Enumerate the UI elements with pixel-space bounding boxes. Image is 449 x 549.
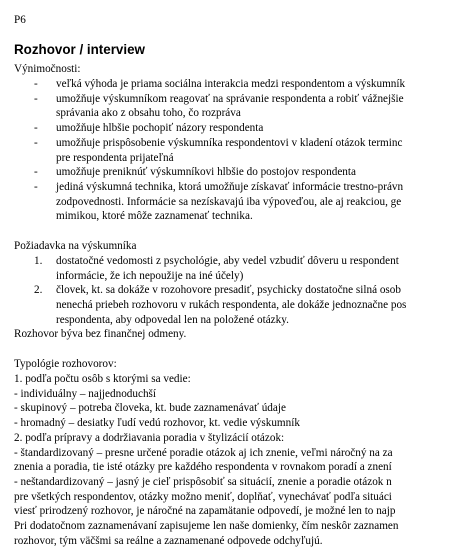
requirement-item-line: človek, kt. sa dokáže v rozohovore presadiť, psychicky dostatočne silná osob (56, 284, 401, 297)
requirement-item-line: respondenta, aby odpovedal len na položené otázky. (56, 313, 289, 326)
bullet-dash: - (34, 136, 38, 149)
requirements-note: Rozhovor býva bez finančnej odmeny. (14, 328, 187, 340)
types-line: - neštandardizovaný – jasný je cieľ prispôsobiť sa situácií, znenie a poradie otázok n (14, 475, 392, 488)
advantage-item-line: umožňuje výskumníkom reagovať na správanie respondenta a robiť vážnejšie (56, 92, 404, 105)
requirement-number: 1. (34, 255, 43, 267)
advantage-item-line: správania ako z obsahu toho, čo rozpráva (56, 107, 241, 120)
types-line: - skupinový – potreba človeka, kt. bude zaznamenávať údaje (14, 402, 286, 415)
requirement-item-line: dostatočné vedomosti z psychológie, aby vedel vzbudiť dôveru u respondent (56, 255, 399, 267)
advantage-item-line: zodpovednosti. Informácie sa nezískavajú iba výpoveďou, ale aj reakciou, ge (56, 195, 402, 208)
bullet-dash: - (34, 166, 38, 179)
bullet-dash: - (34, 122, 38, 135)
types-line: Pri dodatočnom zaznamenávaní zapisujeme len naše domienky, čím neskôr zaznamen (14, 520, 399, 532)
advantage-item-line: pre respondenta prijateľná (56, 151, 174, 164)
document-title: Rozhovor / interview (14, 42, 145, 57)
types-line: - individuálny – najjednoduchší (14, 387, 156, 400)
advantage-item-line: umožňuje prispôsobenie výskumníka respondentovi v kladení otázok terminc (56, 136, 403, 149)
bullet-dash: - (34, 92, 38, 105)
types-line: 1. podľa počtu osôb s ktorými sa vedie: (14, 373, 191, 385)
bullet-dash: - (34, 180, 38, 193)
requirement-item-line: nenechá priebeh rozhovoru v rukách respondenta, ale dokáže jednoznačne pos (56, 299, 407, 312)
advantage-item-line: mimikou, ktoré môže zaznamenať technika. (56, 210, 253, 223)
types-line: viesť prirodzený rozhovor, je náročné na zapamätanie odpovedí, je možné len to najp (14, 505, 396, 518)
types-line: pre všetkých respondentov, otázky možno meniť, doplňať, vynechávať podľa situáci (14, 490, 392, 503)
types-line: - hromadný – desiatky ľudí vedú rozhovor, kt. vedie výskumník (14, 417, 300, 430)
advantages-heading: Výnimočnosti: (14, 63, 81, 75)
types-line: znenia a poradia, tie isté otázky pre každého respondenta v rovnakom poradí a znení (14, 461, 392, 474)
advantage-item-line: jediná výskumná technika, ktorá umožňuje získavať informácie trestno-právn (56, 180, 404, 193)
advantage-item-line: umožňuje preniknúť výskumníkovi hlbšie do postojov respondenta (56, 166, 356, 179)
types-heading: Typológie rozhovorov: (14, 358, 117, 370)
requirement-item-line: informácie, že ich nepoužije na iné účely) (56, 269, 244, 282)
requirements-heading: Požiadavka na výskumníka (14, 240, 137, 252)
types-line: rozhovor, tým väčšmi sa reálne a zaznamenané odpovede odchyľujú. (14, 534, 323, 547)
types-line: 2. podľa prípravy a dodržiavania poradia v štylizácií otázok: (14, 431, 285, 444)
bullet-dash: - (34, 78, 38, 90)
advantage-item-line: umožňuje hlbšie pochopiť názory respondenta (56, 122, 264, 135)
page-label: P6 (14, 14, 26, 26)
requirement-number: 2. (34, 284, 43, 297)
advantage-item-line: veľká výhoda je priama sociálna interakcia medzi respondentom a výskumník (56, 78, 406, 90)
types-line: - štandardizovaný – presne určené poradie otázok aj ich znenie, veľmi náročný na za (14, 446, 393, 459)
